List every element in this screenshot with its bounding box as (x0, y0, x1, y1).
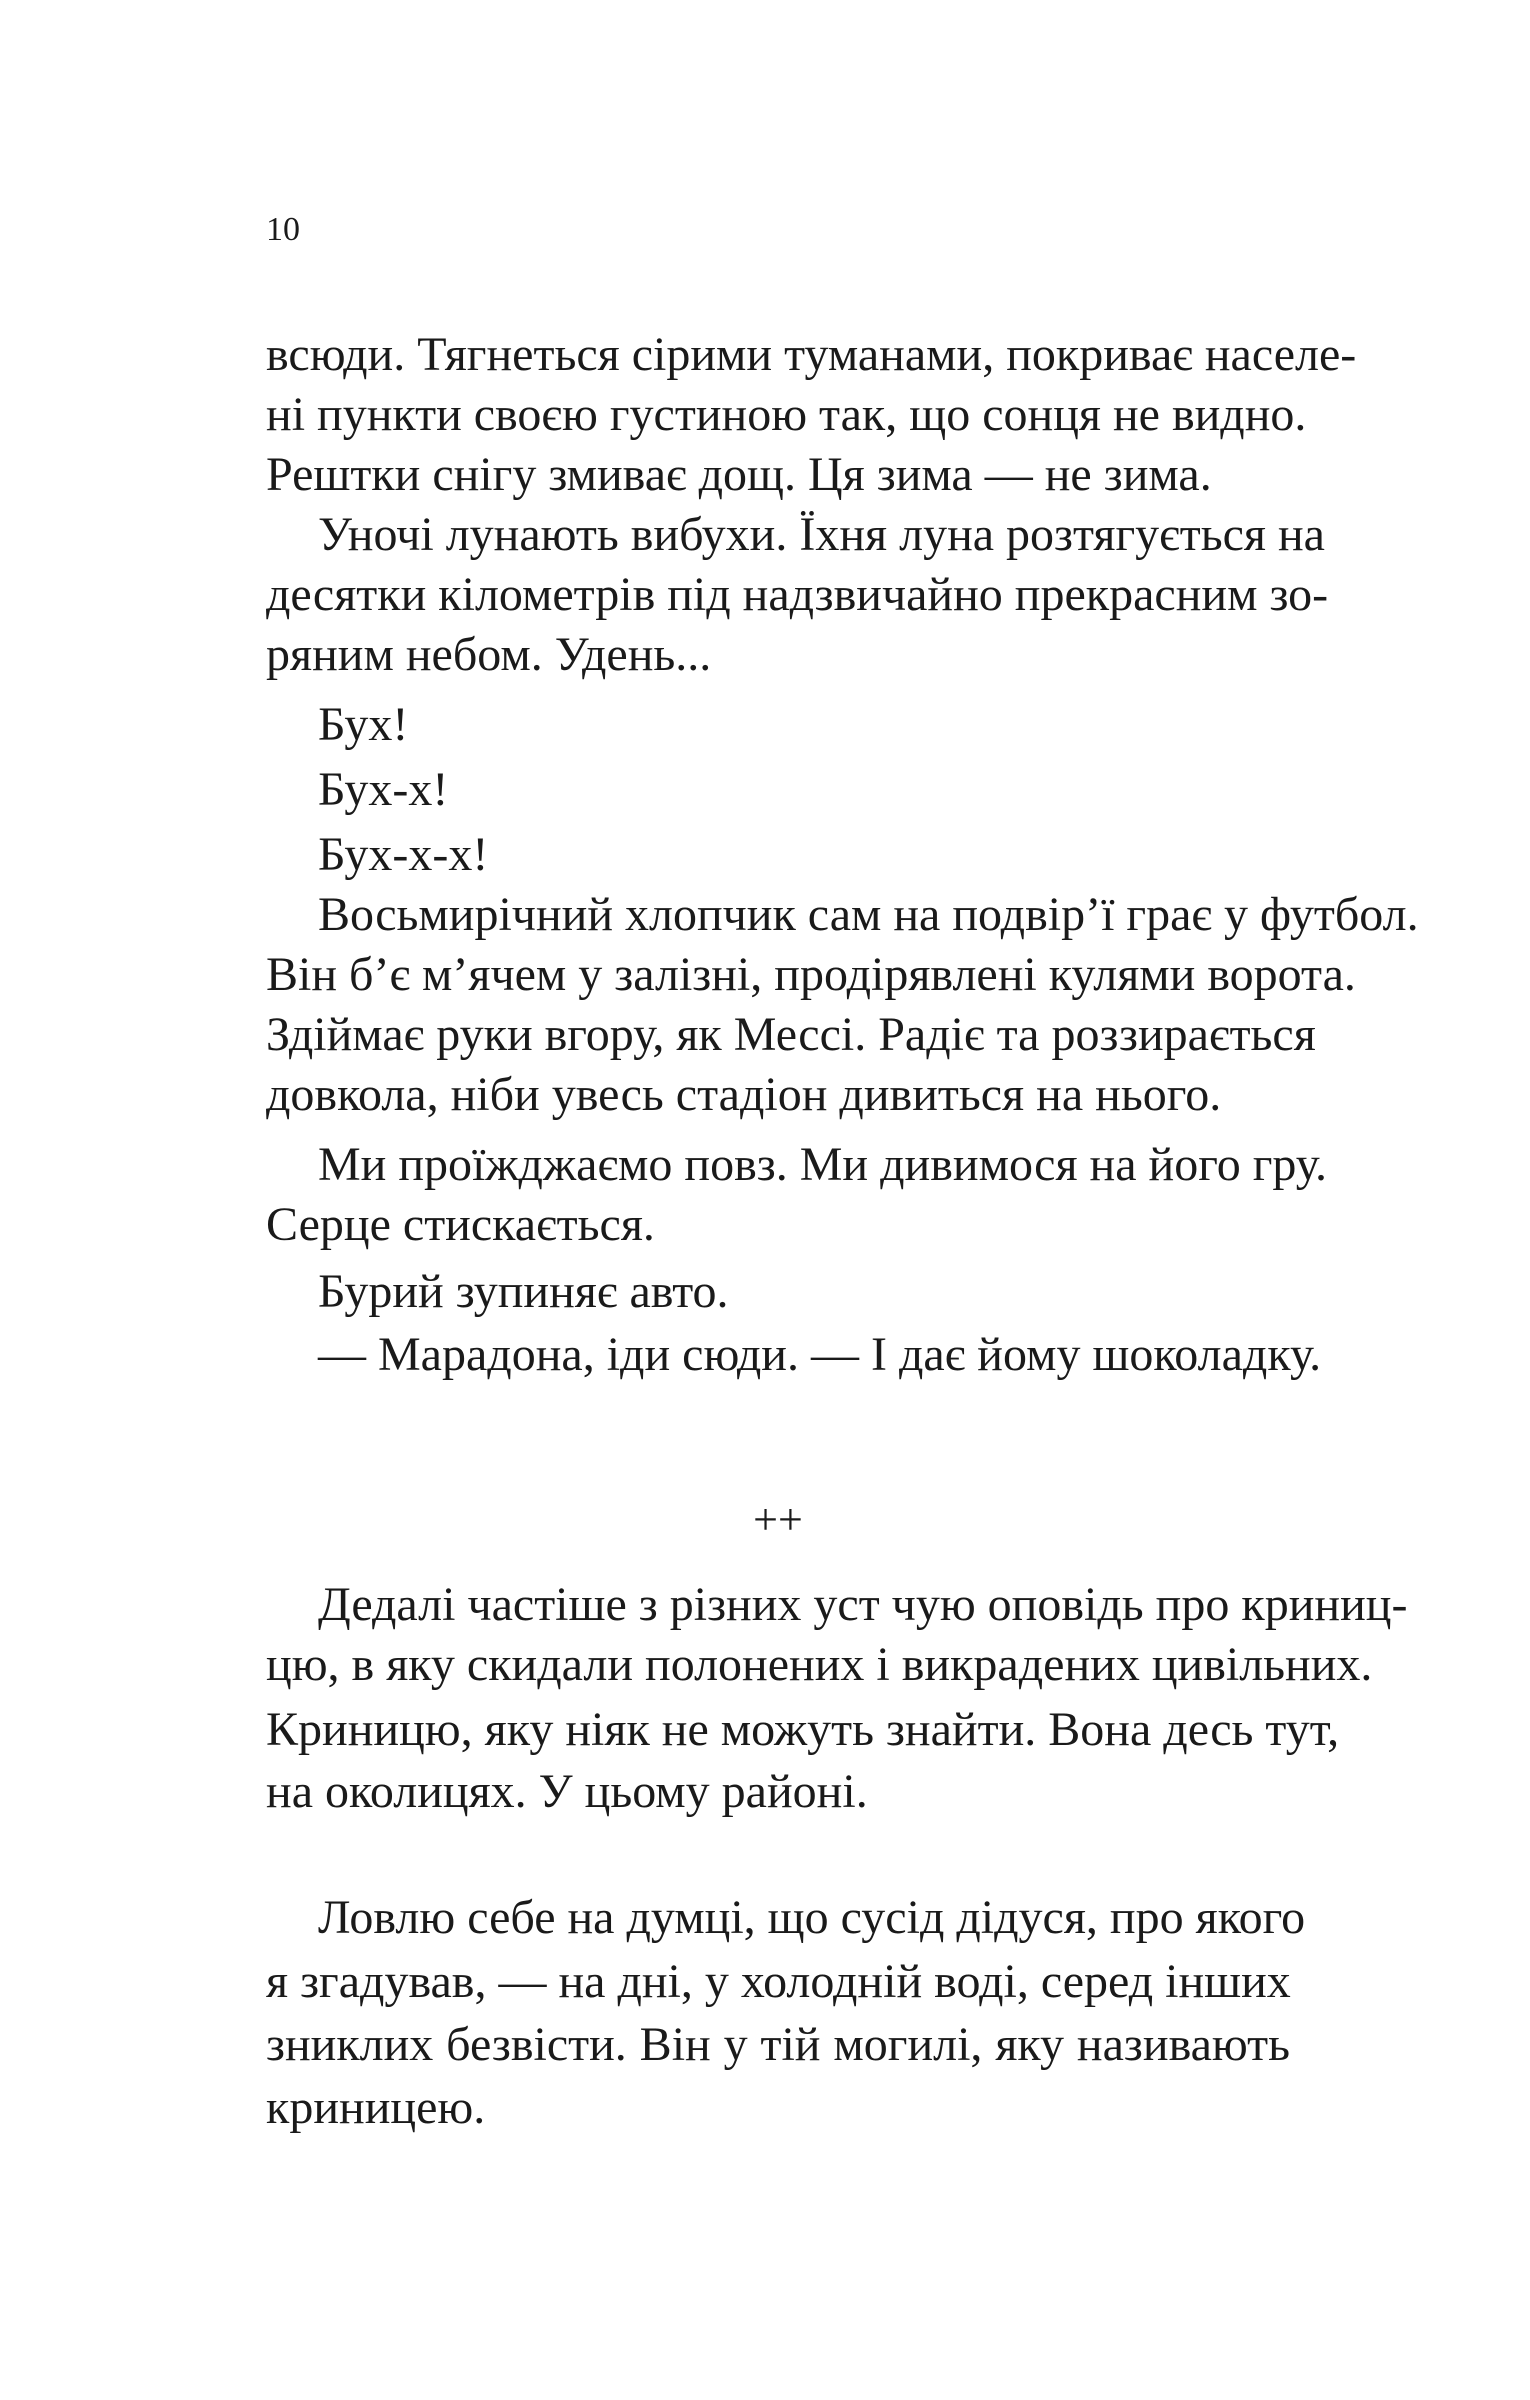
text-line: Бурий зупиняє авто. (318, 1265, 729, 1318)
text-line: Криницю, яку ніяк не можуть знайти. Вона десь тут, (266, 1703, 1340, 1756)
text-line: Бух-х-х! (318, 828, 489, 881)
text-line: ні пункти своєю густиною так, що сонця не видно. (266, 388, 1307, 441)
text-line: Він б’є м’ячем у залізні, продірявлені кулями ворота. (266, 948, 1356, 1001)
text-line: Ми проїжджаємо повз. Ми дивимося на його гру. (318, 1138, 1327, 1191)
text-line: Восьмирічний хлопчик сам на подвір’ї грає у футбол. (318, 888, 1419, 941)
text-line: Здіймає руки вгору, як Мессі. Радіє та роззирається (266, 1008, 1316, 1061)
text-line: ряним небом. Удень... (266, 628, 712, 681)
text-line: довкола, ніби увесь стадіон дивиться на нього. (266, 1068, 1222, 1121)
text-line: Бух! (318, 698, 409, 751)
text-line: Серце стискається. (266, 1198, 655, 1251)
text-line: криницею. (266, 2081, 486, 2134)
text-line: я згадував, — на дні, у холодній воді, серед інших (266, 1955, 1291, 2008)
text-line: на околицях. У цьому районі. (266, 1765, 868, 1818)
text-line: всюди. Тягнеться сірими туманами, покриває населе- (266, 328, 1357, 381)
text-line: зниклих безвісти. Він у тій могилі, яку називають (266, 2018, 1290, 2071)
section-separator: ++ (753, 1495, 803, 1544)
text-line: Уночі лунають вибухи. Їхня луна розтягується на (318, 508, 1325, 561)
text-line: Ловлю себе на думці, що сусід дідуся, про якого (318, 1891, 1306, 1944)
text-line: десятки кілометрів під надзвичайно прекрасним зо- (266, 568, 1329, 621)
text-line: Рештки снігу змиває дощ. Ця зима — не зима. (266, 448, 1212, 501)
text-line: — Марадона, іди сюди. — І дає йому шоколадку. (318, 1328, 1322, 1381)
text-line: Бух-х! (318, 763, 449, 816)
page-number: 10 (266, 211, 300, 248)
text-line: цю, в яку скидали полонених і викрадених цивільних. (266, 1638, 1373, 1691)
text-line: Дедалі частіше з різних уст чую оповідь про криниц- (318, 1578, 1408, 1631)
